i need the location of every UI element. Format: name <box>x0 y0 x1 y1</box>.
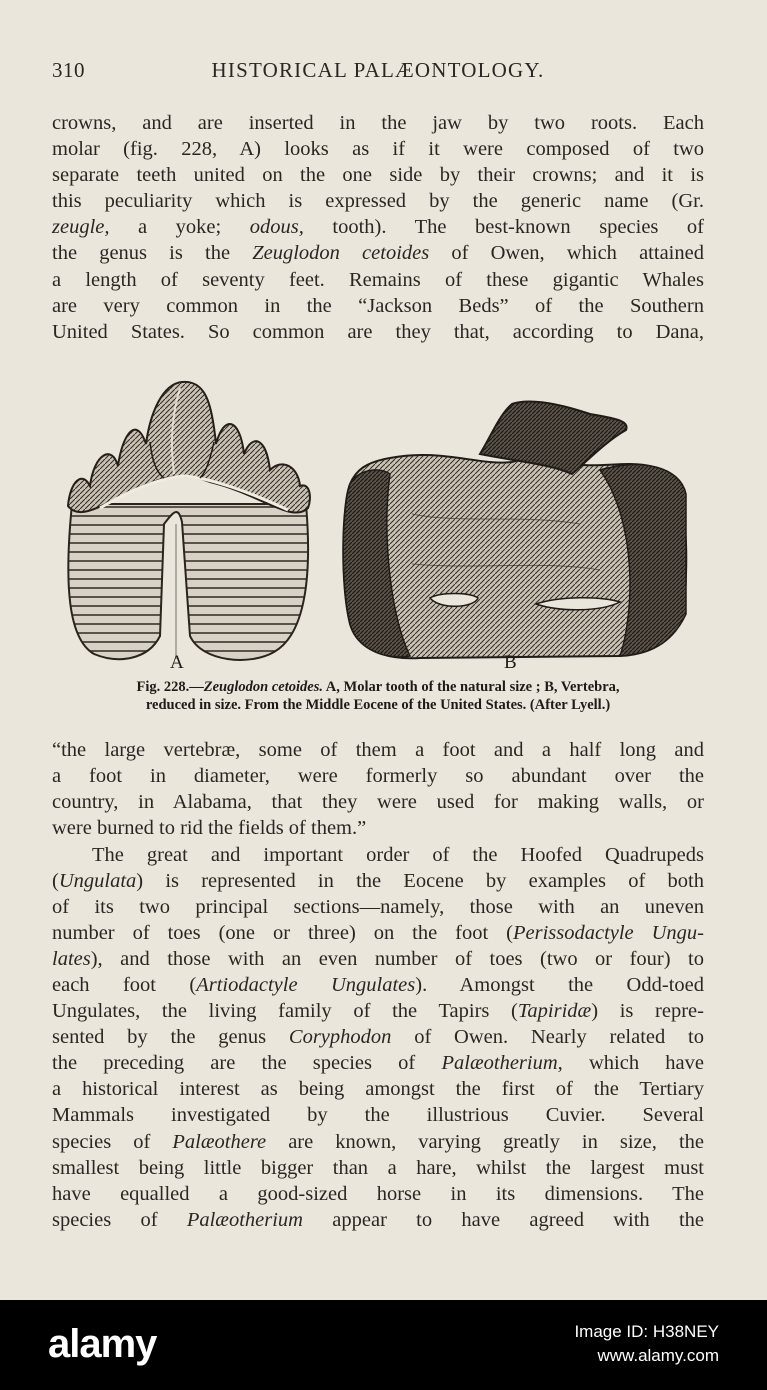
text-segment: number of toes (one or three) on the foot ( <box>52 921 513 944</box>
text-line <box>52 267 704 293</box>
alamy-logo: alamy <box>48 1322 157 1366</box>
text-line <box>52 1181 704 1207</box>
image-id-block <box>574 1320 719 1368</box>
text-segment: are very common in the “Jackson Beds” of the Southern <box>52 294 704 317</box>
text-segment: appear to have agreed with the <box>303 1208 704 1231</box>
text-line <box>52 894 704 920</box>
text-segment: molar (fig. 228, A) looks as if it were composed of two <box>52 138 704 161</box>
text-segment: tooth). The best-known species of <box>303 216 704 239</box>
text-line <box>52 1102 704 1128</box>
text-line <box>52 1024 704 1050</box>
text-segment: each foot ( <box>52 973 197 996</box>
caption-line-1 <box>52 678 704 696</box>
text-line <box>52 319 704 345</box>
running-title: HISTORICAL PALÆONTOLOGY. <box>211 58 545 82</box>
italic-term: Ungulata <box>58 869 137 892</box>
text-segment: ), and those with an even number of toes (two or four) to <box>90 947 704 970</box>
text-segment: ( <box>52 869 59 892</box>
text-line <box>52 868 704 894</box>
figure-label-a: A <box>170 652 184 673</box>
italic-term: odous, <box>249 216 304 239</box>
text-segment: a historical interest as being amongst the first of the Tertiary <box>52 1078 704 1101</box>
figure-228 <box>60 374 700 674</box>
text-segment: a foot in diameter, were formerly so abundant over the <box>52 765 704 788</box>
italic-term: Zeuglodon cetoides <box>252 242 430 265</box>
text-segment: a length of seventy feet. Remains of these gigantic Whales <box>52 268 704 291</box>
italic-term: lates <box>52 947 91 970</box>
italic-term: Palæotherium <box>186 1208 303 1231</box>
italic-term: zeugle, <box>52 216 110 239</box>
text-line <box>52 1155 704 1181</box>
text-segment: the genus is the <box>52 242 253 265</box>
text-segment: which have <box>562 1052 704 1075</box>
text-line <box>52 789 704 815</box>
caption-species: Zeuglodon cetoides. <box>203 679 323 695</box>
text-segment: Ungulates, the living family of the Tapirs ( <box>52 1000 518 1023</box>
text-segment: sented by the genus <box>52 1026 289 1049</box>
text-segment: ). Amongst the Odd-toed <box>415 973 704 996</box>
text-line <box>52 1207 704 1233</box>
text-segment: species of <box>52 1130 173 1153</box>
text-segment: of its two principal sections—namely, those with an uneven <box>52 895 704 918</box>
text-segment: crowns, and are inserted in the jaw by two roots. Each <box>52 112 704 134</box>
text-segment: the preceding are the species of <box>52 1052 442 1075</box>
text-line <box>52 946 704 972</box>
running-head <box>52 58 704 86</box>
text-line <box>52 1050 704 1076</box>
figure-caption <box>52 678 704 714</box>
text-segment: were burned to rid the fields of them.” <box>52 817 367 840</box>
molar-tooth-drawing <box>68 382 310 660</box>
text-segment: of Owen. Nearly related to <box>391 1026 704 1049</box>
watermark-banner <box>0 1300 767 1390</box>
text-line <box>52 240 704 266</box>
text-segment: ) is represented in the Eocene by examples of both <box>136 869 704 892</box>
text-segment: ) is repre- <box>591 1000 704 1023</box>
figure-illustration <box>60 374 700 674</box>
paragraph-1 <box>52 110 704 345</box>
paragraph-2 <box>52 737 704 841</box>
text-line <box>52 162 704 188</box>
text-segment: smallest being little bigger than a hare, whilst the largest must <box>52 1156 704 1179</box>
site-url: www.alamy.com <box>597 1346 719 1365</box>
text-segment: are known, varying greatly in size, the <box>266 1130 704 1153</box>
text-segment: country, in Alabama, that they were used for making walls, or <box>52 791 704 814</box>
text-segment: of Owen, which attained <box>429 242 704 265</box>
paragraph-3 <box>52 842 704 1233</box>
text-line <box>52 737 704 763</box>
italic-term: Coryphodon <box>288 1026 392 1049</box>
text-line <box>52 998 704 1024</box>
italic-term: Tapiridæ <box>517 1000 592 1023</box>
caption-line-2: reduced in size. From the Middle Eocene of the United States. (After Lyell.) <box>145 697 611 713</box>
text-line <box>52 110 704 136</box>
italic-term: Palæothere <box>172 1130 267 1153</box>
text-line <box>52 188 704 214</box>
text-line <box>52 920 704 946</box>
figure-label-b: B <box>504 652 517 673</box>
text-line <box>52 214 704 240</box>
italic-term: Perissodactyle Ungu- <box>512 921 704 944</box>
text-line <box>52 842 704 868</box>
text-line <box>52 763 704 789</box>
caption-fig-number: Fig. 228.— <box>136 679 204 695</box>
italic-term: Artiodactyle Ungulates <box>196 973 416 996</box>
page-number: 310 <box>52 58 85 82</box>
text-line <box>52 293 704 319</box>
text-line <box>52 815 704 841</box>
vertebra-drawing <box>343 402 686 659</box>
text-segment: United States. So common are they that, according to Dana, <box>52 320 704 343</box>
text-line <box>52 972 704 998</box>
text-segment: have equalled a good-sized horse in its dimensions. The <box>52 1182 704 1205</box>
image-id: Image ID: H38NEY <box>574 1322 719 1341</box>
text-segment: separate teeth united on the one side by their crowns; and it is <box>52 164 704 187</box>
text-line <box>52 1129 704 1155</box>
italic-term: Palæotherium, <box>441 1052 563 1075</box>
text-segment: “the large vertebræ, some of them a foot and a half long and <box>52 739 704 761</box>
text-segment: The great and important order of the Hoofed Quadrupeds <box>92 843 704 866</box>
text-segment: species of <box>52 1208 187 1231</box>
text-segment: this peculiarity which is expressed by the generic name (Gr. <box>52 190 704 213</box>
text-line <box>52 136 704 162</box>
text-segment: Mammals investigated by the illustrious Cuvier. Several <box>52 1104 704 1127</box>
text-segment: a yoke; <box>109 216 250 239</box>
caption-description: A, Molar tooth of the natural size ; B, Vertebra, <box>322 679 620 695</box>
text-line <box>52 1076 704 1102</box>
